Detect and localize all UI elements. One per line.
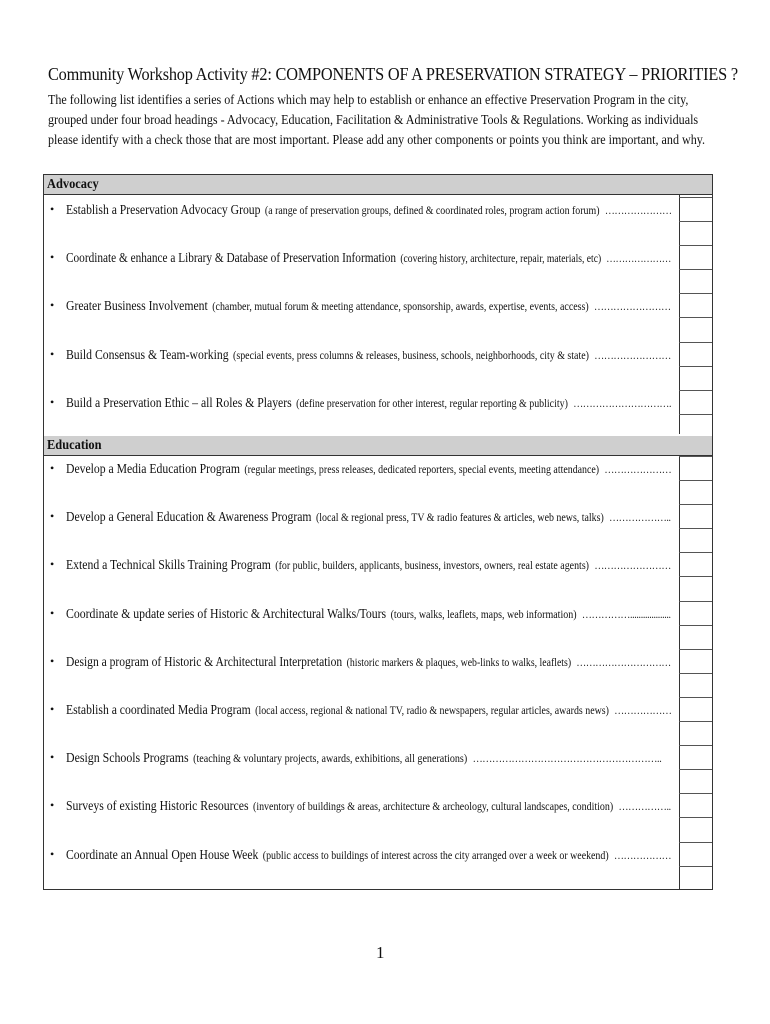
check-cell-line [679, 817, 712, 818]
item-leader-dots: ……………… [614, 705, 672, 717]
item-text [66, 557, 671, 573]
item-label: Extend a Technical Skills Training Program [66, 557, 271, 573]
bullet: • [50, 653, 55, 668]
item-label: Design a program of Historic & Architectural Interpretation [66, 653, 343, 669]
bullet: • [50, 394, 55, 409]
bullet: • [50, 846, 55, 861]
item-detail: (covering history, architecture, repair, materials, etc) [400, 253, 602, 266]
check-cell-line [679, 480, 712, 481]
list-item [44, 606, 674, 626]
list-item [44, 298, 674, 318]
check-box[interactable] [680, 650, 711, 673]
item-leader-dots: ………………………………………………….. [472, 753, 662, 766]
item-detail: (regular meetings, press releases, dedicated reporters, special events, meeting attendance) [244, 464, 600, 476]
item-text [66, 750, 661, 766]
list-item [44, 347, 674, 367]
check-cell-line [679, 269, 712, 270]
list-item [44, 702, 674, 722]
check-box[interactable] [680, 602, 711, 625]
list-item [44, 557, 674, 577]
bullet: • [50, 557, 55, 572]
item-label: Coordinate an Annual Open House Week [66, 846, 259, 862]
item-label: Develop a General Education & Awareness Program [66, 509, 312, 525]
item-detail: (chamber, mutual forum & meeting attendance, sponsorship, awards, expertise, events, access) [212, 301, 589, 314]
item-detail: (define preservation for other interest, regular reporting & publicity) [296, 397, 568, 410]
bullet: • [50, 605, 55, 620]
check-cell-line [679, 576, 712, 577]
list-item [44, 798, 674, 818]
page-title: Community Workshop Activity #2: COMPONENTS OF A PRESERVATION STRATEGY – PRIORITIES ? [48, 64, 738, 84]
item-text [66, 606, 671, 622]
item-leader-dots: ……………… [613, 849, 672, 862]
item-detail: (historic markers & plaques, web-links to walks, leaflets) [346, 656, 572, 669]
section-title: Advocacy [47, 176, 99, 191]
item-text [66, 798, 671, 814]
item-detail: (teaching & voluntary projects, awards, exhibitions, all generations) [193, 753, 468, 766]
item-text [66, 347, 671, 363]
check-cell-line [679, 866, 712, 867]
item-leader-dots: ………………………… [576, 656, 671, 669]
item-label: Coordinate & enhance a Library & Database of Preservation Information [66, 250, 397, 266]
bullet: • [50, 509, 55, 524]
item-detail: (inventory of buildings & areas, architecture & archeology, cultural landscapes, condition) [252, 801, 614, 814]
check-box[interactable] [680, 391, 711, 414]
item-detail: (tours, walks, leaflets, maps, web information) [390, 608, 577, 621]
bullet: • [50, 250, 55, 265]
check-box[interactable] [680, 505, 711, 528]
bullet: • [50, 298, 55, 313]
item-detail: (public access to buildings of interest across the city arranged over a week or weekend) [262, 849, 609, 862]
check-cell-line [679, 366, 712, 367]
item-leader-dots: …………………… [594, 301, 671, 314]
item-detail: (special events, press columns & releases, business, schools, neighborhoods, city & state) [233, 349, 589, 362]
item-text [66, 202, 672, 218]
priorities-table [43, 174, 713, 890]
check-cell-line [679, 673, 712, 674]
item-text [66, 250, 671, 266]
list-item [44, 847, 674, 867]
item-text [66, 509, 671, 525]
bullet: • [50, 202, 55, 216]
item-text [66, 702, 672, 718]
check-box[interactable] [680, 794, 711, 817]
list-item [44, 461, 674, 481]
item-leader-dots: ……………................... [581, 608, 671, 621]
intro-paragraph: The following list identifies a series of Actions which may help to establish or enhance an effective Preservation Program in the city, grouped under four broad headings - Advocacy, Education, Facilitation & Administrative Tools & Regulations. Working as individuals please identify with a check those that are most important. Please add any other components or points you think are important, and why. [48, 92, 706, 147]
bullet: • [50, 702, 55, 716]
check-box[interactable] [680, 457, 711, 480]
list-item [44, 654, 674, 674]
page-number: 1 [376, 943, 385, 962]
item-label: Establish a coordinated Media Program [66, 702, 251, 717]
item-leader-dots: …………….. [618, 801, 671, 814]
item-label: Coordinate & update series of Historic & Architectural Walks/Tours [66, 605, 387, 621]
bullet: • [50, 346, 55, 361]
check-box[interactable] [680, 294, 711, 317]
item-label: Surveys of existing Historic Resources [66, 798, 249, 814]
check-box[interactable] [680, 746, 711, 769]
section-header-advocacy [44, 175, 712, 195]
list-item [44, 202, 674, 222]
item-leader-dots: ………………… [604, 205, 672, 217]
check-cell-line [679, 221, 712, 222]
item-leader-dots: …………………… [594, 349, 671, 362]
check-cell-line [679, 414, 712, 415]
item-text [66, 847, 671, 863]
item-text [66, 395, 671, 411]
item-text [66, 461, 671, 477]
bullet: • [50, 750, 55, 765]
bullet: • [50, 461, 55, 475]
list-item [44, 750, 674, 770]
list-item [44, 395, 674, 415]
check-cell-line [679, 721, 712, 722]
item-text [66, 298, 671, 314]
check-cell-line [679, 528, 712, 529]
check-box[interactable] [680, 343, 711, 366]
item-leader-dots: …………………… [594, 560, 671, 573]
check-box[interactable] [680, 198, 711, 221]
item-leader-dots: ………………… [606, 253, 671, 266]
item-label: Establish a Preservation Advocacy Group [66, 202, 261, 217]
check-box[interactable] [680, 553, 711, 576]
check-cell-line [679, 769, 712, 770]
check-box[interactable] [680, 698, 711, 721]
check-box[interactable] [680, 843, 711, 866]
list-item [44, 509, 674, 529]
list-item [44, 250, 674, 270]
item-label: Build Consensus & Team-working [66, 346, 229, 362]
item-label: Greater Business Involvement [66, 298, 208, 314]
check-box[interactable] [680, 246, 711, 269]
section-header-education [44, 436, 712, 456]
item-detail: (local access, regional & national TV, radio & newspapers, regular articles, awards news) [255, 705, 609, 717]
check-cell-line [679, 625, 712, 626]
item-detail: (local & regional press, TV & radio features & articles, web news, talks) [315, 512, 604, 525]
item-leader-dots: ………………… [604, 464, 672, 476]
item-label: Develop a Media Education Program [66, 461, 240, 476]
bullet: • [50, 798, 55, 813]
item-label: Build a Preservation Ethic – all Roles & Players [66, 394, 292, 410]
item-text [66, 654, 671, 670]
check-cell-line [679, 317, 712, 318]
item-leader-dots: ……………….. [609, 512, 671, 525]
item-leader-dots: …………………………. [573, 397, 672, 410]
item-label: Design Schools Programs [66, 750, 189, 766]
item-detail: (for public, builders, applicants, business, investors, owners, real estate agents) [275, 560, 589, 573]
section-title: Education [47, 437, 102, 452]
item-detail: (a range of preservation groups, defined & coordinated roles, program action forum) [264, 205, 600, 217]
